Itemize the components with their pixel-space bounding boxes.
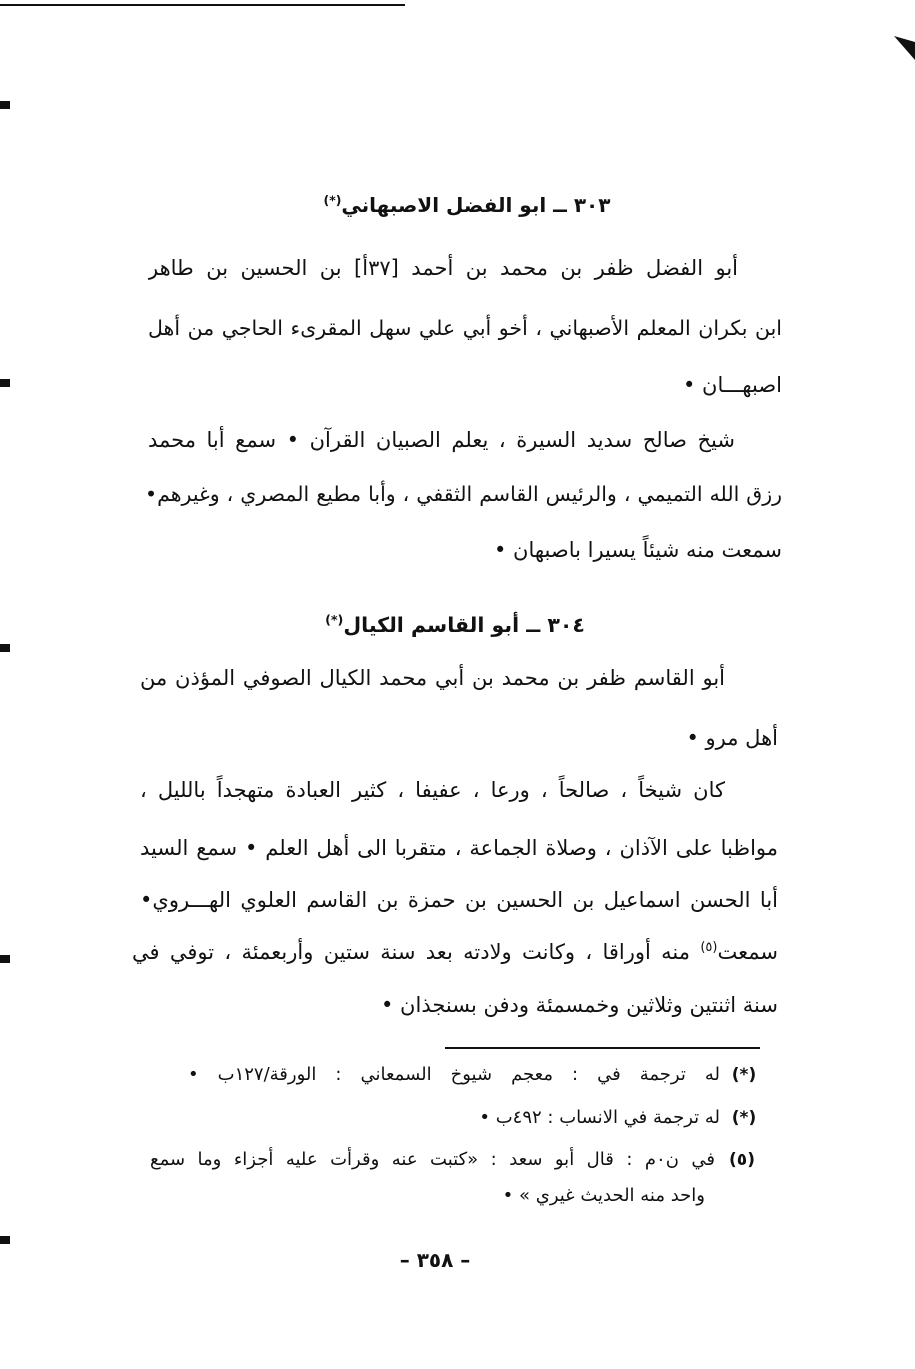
- entry-303-line-3: اصبهـــان •: [682, 373, 782, 397]
- entry-304-line-5: أبا الحسن اسماعيل بن الحسين بن حمزة بن القاسم العلوي الهـــروي•: [140, 888, 778, 912]
- binding-hole-mark: [0, 101, 10, 109]
- entry-303-line-4: شيخ صالح سديد السيرة ، يعلم الصبيان القرآن • سمع أبا محمد: [148, 428, 735, 452]
- footnote-5-ref: (٥): [700, 940, 718, 955]
- entry-303-line-1: أبو الفضل ظفر بن محمد بن أحمد [٣٧أ] بن الحسين بن طاهر: [148, 256, 738, 280]
- entry-303-heading-text: ٣٠٣ ــ ابو الفضل الاصبهاني: [341, 193, 611, 217]
- entry-304-footnote-ref: (*): [325, 612, 344, 628]
- footnote-2-text: له ترجمة في الانساب : ٤٩٢ب •: [479, 1107, 720, 1128]
- entry-303-line-2: ابن بكران المعلم الأصبهاني ، أخو أبي علي سهل المقرىء الحاجي من أهل: [148, 316, 782, 340]
- entry-303-footnote-ref: (*): [323, 192, 342, 208]
- entry-304-heading-text: ٣٠٤ ــ أبو القاسم الكيال: [343, 613, 585, 637]
- binding-hole-mark: [0, 644, 10, 652]
- entry-304-line-2: أهل مرو •: [686, 726, 778, 750]
- footnote-3-marker: (٥): [729, 1150, 755, 1170]
- binding-hole-mark: [0, 1236, 10, 1244]
- footnote-2-marker: (*): [731, 1108, 757, 1128]
- entry-304-line-1: أبو القاسم ظفر بن محمد بن أبي محمد الكيال الصوفي المؤذن من: [140, 666, 725, 690]
- binding-hole-mark: [0, 955, 10, 963]
- footnote-3-line-2: واحد منه الحديث غيري » •: [502, 1185, 705, 1206]
- entry-304-line-4: مواظبا على الآذان ، وصلاة الجماعة ، متقربا الى أهل العلم • سمع السيد: [140, 836, 778, 860]
- entry-304-line-7: سنة اثنتين وثلاثين وخمسمئة ودفن بسنجذان •: [381, 993, 778, 1017]
- scan-corner-mark: [890, 30, 915, 64]
- scan-top-edge-line: [0, 4, 405, 6]
- entry-304-heading: [325, 605, 585, 645]
- entry-303-heading: [322, 185, 612, 225]
- binding-hole-mark: [0, 379, 10, 387]
- footnote-1-text: له ترجمة في : معجم شيوخ السمعاني : الورقة/١٢٧ب •: [188, 1064, 720, 1085]
- entry-303-line-5: رزق الله التميمي ، والرئيس القاسم الثقفي ، وأبا مطيع المصري ، وغيرهم•: [145, 482, 782, 506]
- page-number: – ٣٥٨ –: [399, 1248, 471, 1272]
- entry-303-line-6: سمعت منه شيئاً يسيرا باصبهان •: [493, 538, 782, 562]
- footnote-separator: [445, 1047, 760, 1049]
- footnote-3-line-1: في ن٠م : قال أبو سعد : «كتبت عنه وقرأت عليه أجزاء وما سمع: [150, 1149, 715, 1170]
- entry-304-line-3: كان شيخاً ، صالحاً ، ورعا ، عفيفا ، كثير العبادة متهجداً بالليل ،: [140, 778, 725, 802]
- entry-304-line-6-rest: منه أوراقا ، وكانت ولادته بعد سنة ستين وأربعمئة ، توفي في: [132, 940, 701, 964]
- entry-304-line-6: [132, 932, 778, 972]
- entry-304-line-6-start: سمعت: [717, 940, 778, 964]
- footnote-1-marker: (*): [731, 1065, 757, 1085]
